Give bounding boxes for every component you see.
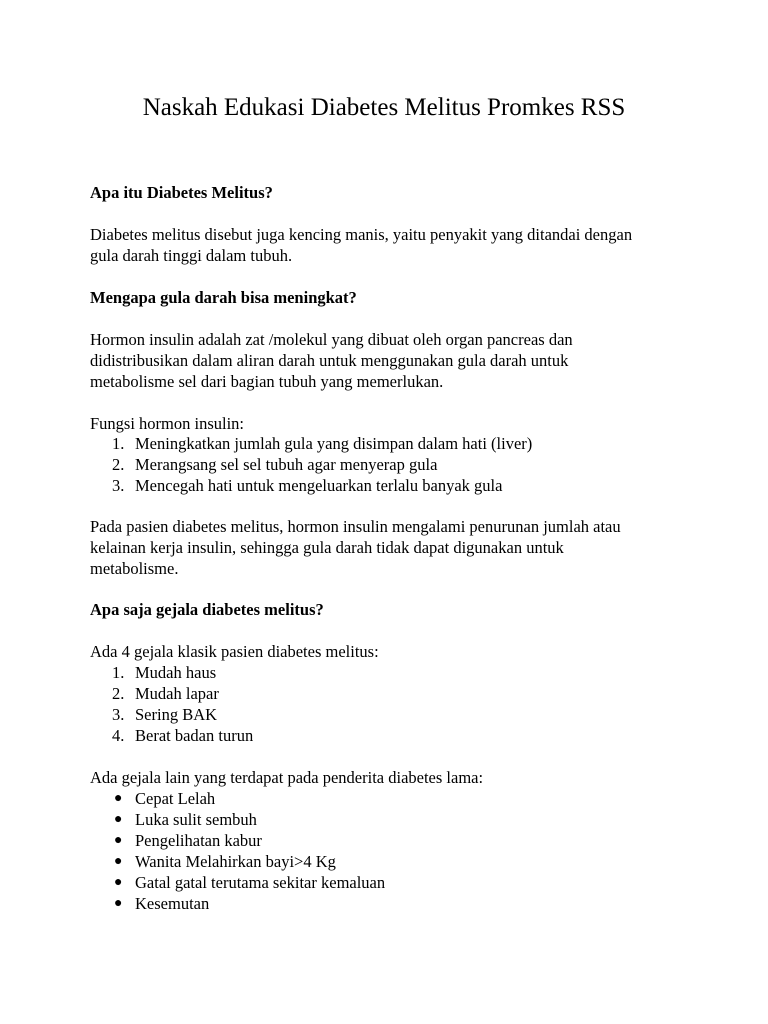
list-text: Merangsang sel sel tubuh agar menyerap gula	[135, 455, 438, 474]
list-text: Mudah lapar	[135, 684, 219, 703]
list-number: 2.	[112, 684, 125, 703]
paragraph-line: kelainan kerja insulin, sehingga gula darah tidak dapat digunakan untuk	[90, 538, 564, 557]
list-text: Gatal gatal terutama sekitar kemaluan	[135, 873, 386, 892]
list-item	[90, 788, 690, 809]
list-item	[90, 872, 690, 893]
bullet-icon: ●	[114, 812, 123, 827]
paragraph-line: didistribusikan dalam aliran darah untuk menggunakan gula darah untuk	[90, 351, 569, 370]
bullet-icon: ●	[114, 791, 123, 806]
numbered-list-fungsi	[90, 433, 690, 496]
list-text: Mencegah hati untuk mengeluarkan terlalu banyak gula	[135, 476, 503, 495]
list-item	[90, 454, 690, 475]
heading-mengapa: Mengapa gula darah bisa meningkat?	[90, 288, 357, 307]
bullet-icon: ●	[114, 875, 123, 890]
list-text: Luka sulit sembuh	[135, 810, 257, 829]
list-item	[90, 851, 690, 872]
numbered-list-gejala	[90, 662, 690, 746]
list-number: 3.	[112, 476, 125, 495]
paragraph-line: gula darah tinggi dalam tubuh.	[90, 246, 293, 265]
list-number: 1.	[112, 434, 125, 453]
paragraph-line: metabolisme sel dari bagian tubuh yang memerlukan.	[90, 372, 444, 391]
list-item	[90, 893, 690, 914]
paragraph-line: metabolisme.	[90, 559, 179, 578]
list-text: Cepat Lelah	[135, 789, 216, 808]
list-text: Kesemutan	[135, 894, 210, 913]
paragraph-line: Pada pasien diabetes melitus, hormon insulin mengalami penurunan jumlah atau	[90, 517, 621, 536]
paragraph-line: Hormon insulin adalah zat /molekul yang dibuat oleh organ pancreas dan	[90, 330, 573, 349]
bullet-list-gejala-lain	[90, 788, 690, 914]
document-title: Naskah Edukasi Diabetes Melitus Promkes RSS	[142, 94, 626, 121]
list-number: 1.	[112, 663, 125, 682]
list-item	[90, 725, 690, 746]
list-item	[90, 830, 690, 851]
paragraph-line: Diabetes melitus disebut juga kencing manis, yaitu penyakit yang ditandai dengan	[90, 225, 633, 244]
bullet-icon: ●	[114, 854, 123, 869]
list-item	[90, 433, 690, 454]
paragraph-pasien	[90, 516, 690, 579]
list-item	[90, 683, 690, 704]
list-text: Mudah haus	[135, 663, 217, 682]
list-number: 2.	[112, 455, 125, 474]
paragraph-fungsi-label: Fungsi hormon insulin:	[90, 414, 245, 433]
list-text: Meningkatkan jumlah gula yang disimpan dalam hati (liver)	[135, 434, 533, 453]
list-text: Sering BAK	[135, 705, 218, 724]
bullet-icon: ●	[114, 896, 123, 911]
list-text: Pengelihatan kabur	[135, 831, 262, 850]
list-item	[90, 704, 690, 725]
list-item	[90, 809, 690, 830]
heading-gejala: Apa saja gejala diabetes melitus?	[90, 600, 324, 619]
list-number: 3.	[112, 705, 125, 724]
list-text: Berat badan turun	[135, 726, 254, 745]
paragraph-definisi	[90, 224, 690, 266]
list-item	[90, 475, 690, 496]
bullet-icon: ●	[114, 833, 123, 848]
heading-apa-itu: Apa itu Diabetes Melitus?	[90, 183, 273, 202]
list-number: 4.	[112, 726, 125, 745]
paragraph-hormon-insulin	[90, 329, 690, 392]
list-item	[90, 662, 690, 683]
list-text: Wanita Melahirkan bayi>4 Kg	[135, 852, 336, 871]
paragraph-gejala-lain: Ada gejala lain yang terdapat pada penderita diabetes lama:	[90, 768, 484, 787]
paragraph-gejala-klasik: Ada 4 gejala klasik pasien diabetes melitus:	[90, 642, 379, 661]
